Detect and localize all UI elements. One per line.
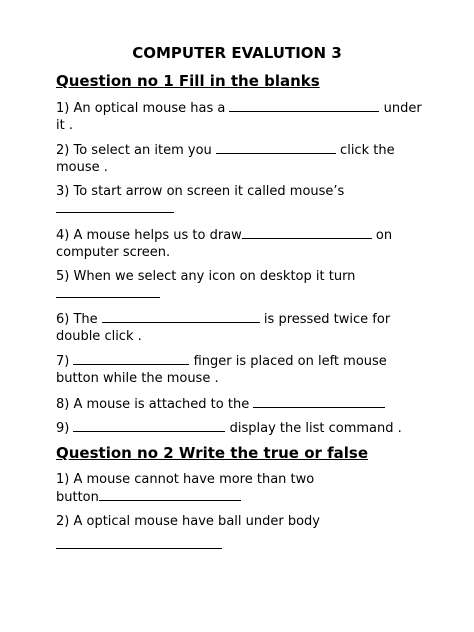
q1-4-text-cont: computer screen.	[56, 245, 171, 260]
answer-blank	[73, 352, 189, 365]
answer-blank	[229, 99, 379, 112]
question-1-8	[56, 395, 426, 413]
q1-2-text-cont: mouse .	[56, 160, 108, 175]
question-1-3	[56, 183, 426, 218]
question-1-9	[56, 419, 426, 437]
page-title: COMPUTER EVALUTION 3	[132, 44, 342, 62]
question-1-5	[56, 268, 426, 303]
q2-1-text-cont: button	[56, 490, 99, 505]
answer-blank	[56, 536, 222, 549]
q1-6-text-end: is pressed twice for	[259, 312, 391, 327]
answer-blank	[242, 226, 372, 239]
q1-7-text: 7)	[56, 354, 74, 369]
q1-4-text-end: on	[371, 228, 393, 243]
question-1-1	[56, 99, 426, 134]
question-1-6	[56, 310, 426, 345]
section-2-heading: Question no 2 Write the true or false	[56, 444, 369, 462]
answer-blank	[102, 310, 260, 323]
answer-blank	[99, 488, 241, 501]
answer-blank	[73, 419, 225, 432]
q2-2-text: 2) A optical mouse have ball under body	[56, 514, 320, 529]
q1-1-text-end: under	[379, 101, 422, 116]
q1-6-text: 6) The	[56, 312, 102, 327]
q1-9-text-end: display the list command .	[225, 421, 402, 436]
q1-2-text: 2) To select an item you	[56, 143, 216, 158]
q1-7-text-end: finger is placed on left mouse	[189, 354, 387, 369]
question-2-1	[56, 471, 426, 506]
q1-6-text-cont: double click .	[56, 329, 142, 344]
q2-1-text: 1) A mouse cannot have more than two	[56, 472, 315, 487]
answer-blank	[253, 395, 385, 408]
q1-2-text-end: click the	[335, 143, 395, 158]
question-2-2	[56, 513, 426, 554]
q1-5-text: 5) When we select any icon on desktop it turn	[56, 269, 356, 284]
answer-blank	[216, 141, 336, 154]
q1-7-text-cont: button while the mouse .	[56, 371, 219, 386]
answer-blank	[56, 200, 174, 213]
question-1-2	[56, 141, 426, 176]
question-1-7	[56, 352, 426, 387]
answer-blank	[56, 285, 160, 298]
question-1-4	[56, 226, 426, 261]
q1-1-text: 1) An optical mouse has a	[56, 101, 230, 116]
q1-3-text: 3) To start arrow on screen it called mouse’s	[56, 184, 345, 199]
q1-4-text: 4) A mouse helps us to draw	[56, 228, 242, 243]
q1-1-text-cont: it .	[56, 118, 73, 133]
section-1-heading: Question no 1 Fill in the blanks	[56, 72, 320, 90]
q1-8-text: 8) A mouse is attached to the	[56, 397, 254, 412]
q1-9-text: 9)	[56, 421, 74, 436]
